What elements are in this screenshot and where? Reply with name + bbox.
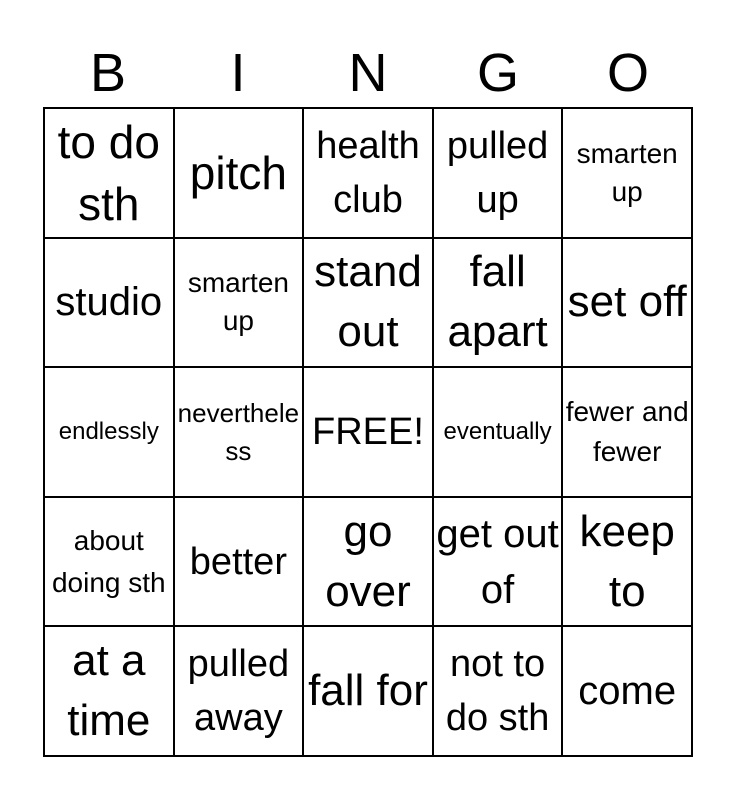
cell-text: eventually <box>443 417 552 445</box>
cell-text: better <box>189 540 287 583</box>
bingo-cell[interactable] <box>175 368 305 498</box>
cell-text: FREE! <box>312 410 424 453</box>
cell-text: get out of <box>436 511 559 612</box>
bingo-cell[interactable] <box>563 239 693 369</box>
cell-text: go over <box>325 506 411 616</box>
bingo-cell[interactable] <box>434 627 564 757</box>
bingo-cell[interactable] <box>304 109 434 239</box>
cell-text: studio <box>55 280 163 325</box>
cell-text: stand out <box>314 247 422 357</box>
cell-text: nevertheless <box>177 397 300 466</box>
cell-text: fall apart <box>447 247 548 357</box>
cell-text: keep to <box>579 506 675 616</box>
bingo-card <box>43 107 693 757</box>
header-letter-i: I <box>230 43 246 103</box>
cell-text: endlessly <box>58 417 159 445</box>
bingo-cell[interactable] <box>434 109 564 239</box>
bingo-cell[interactable] <box>304 498 434 628</box>
cell-text: pulled away <box>187 643 290 740</box>
header-letter-o: O <box>606 43 649 103</box>
bingo-cell[interactable] <box>434 498 564 628</box>
bingo-cell[interactable] <box>563 627 693 757</box>
bingo-cell[interactable] <box>45 109 175 239</box>
cell-text: health club <box>316 124 420 221</box>
cell-text: set off <box>567 277 687 327</box>
cell-text: fall for <box>308 666 428 716</box>
header-letter-g: G <box>476 43 519 103</box>
bingo-cell[interactable] <box>175 109 305 239</box>
cell-text: not to do sth <box>445 643 550 740</box>
cell-text: pitch <box>189 146 287 199</box>
header-letter-b: B <box>89 43 127 103</box>
bingo-cell[interactable] <box>45 627 175 757</box>
bingo-cell[interactable] <box>175 627 305 757</box>
cell-text: smarten up <box>576 137 678 207</box>
bingo-cell[interactable] <box>45 239 175 369</box>
bingo-cell[interactable] <box>563 368 693 498</box>
bingo-cell[interactable] <box>175 498 305 628</box>
cell-text: come <box>578 669 677 714</box>
cell-text: smarten up <box>187 267 289 337</box>
bingo-cell[interactable] <box>304 627 434 757</box>
bingo-cell[interactable] <box>304 368 434 498</box>
cell-text: fewer and fewer <box>565 395 689 467</box>
bingo-cell[interactable] <box>563 498 693 628</box>
cell-text: about doing sth <box>51 524 166 598</box>
bingo-cell[interactable] <box>45 498 175 628</box>
cell-text: pulled up <box>446 124 549 221</box>
header-letter-n: N <box>348 43 388 103</box>
bingo-cell[interactable] <box>434 239 564 369</box>
cell-text: at a time <box>67 636 151 746</box>
cell-text: to do sth <box>57 115 160 230</box>
bingo-cell[interactable] <box>434 368 564 498</box>
bingo-header <box>43 40 693 106</box>
bingo-cell[interactable] <box>175 239 305 369</box>
bingo-cell[interactable] <box>304 239 434 369</box>
bingo-cell[interactable] <box>45 368 175 498</box>
bingo-cell[interactable] <box>563 109 693 239</box>
